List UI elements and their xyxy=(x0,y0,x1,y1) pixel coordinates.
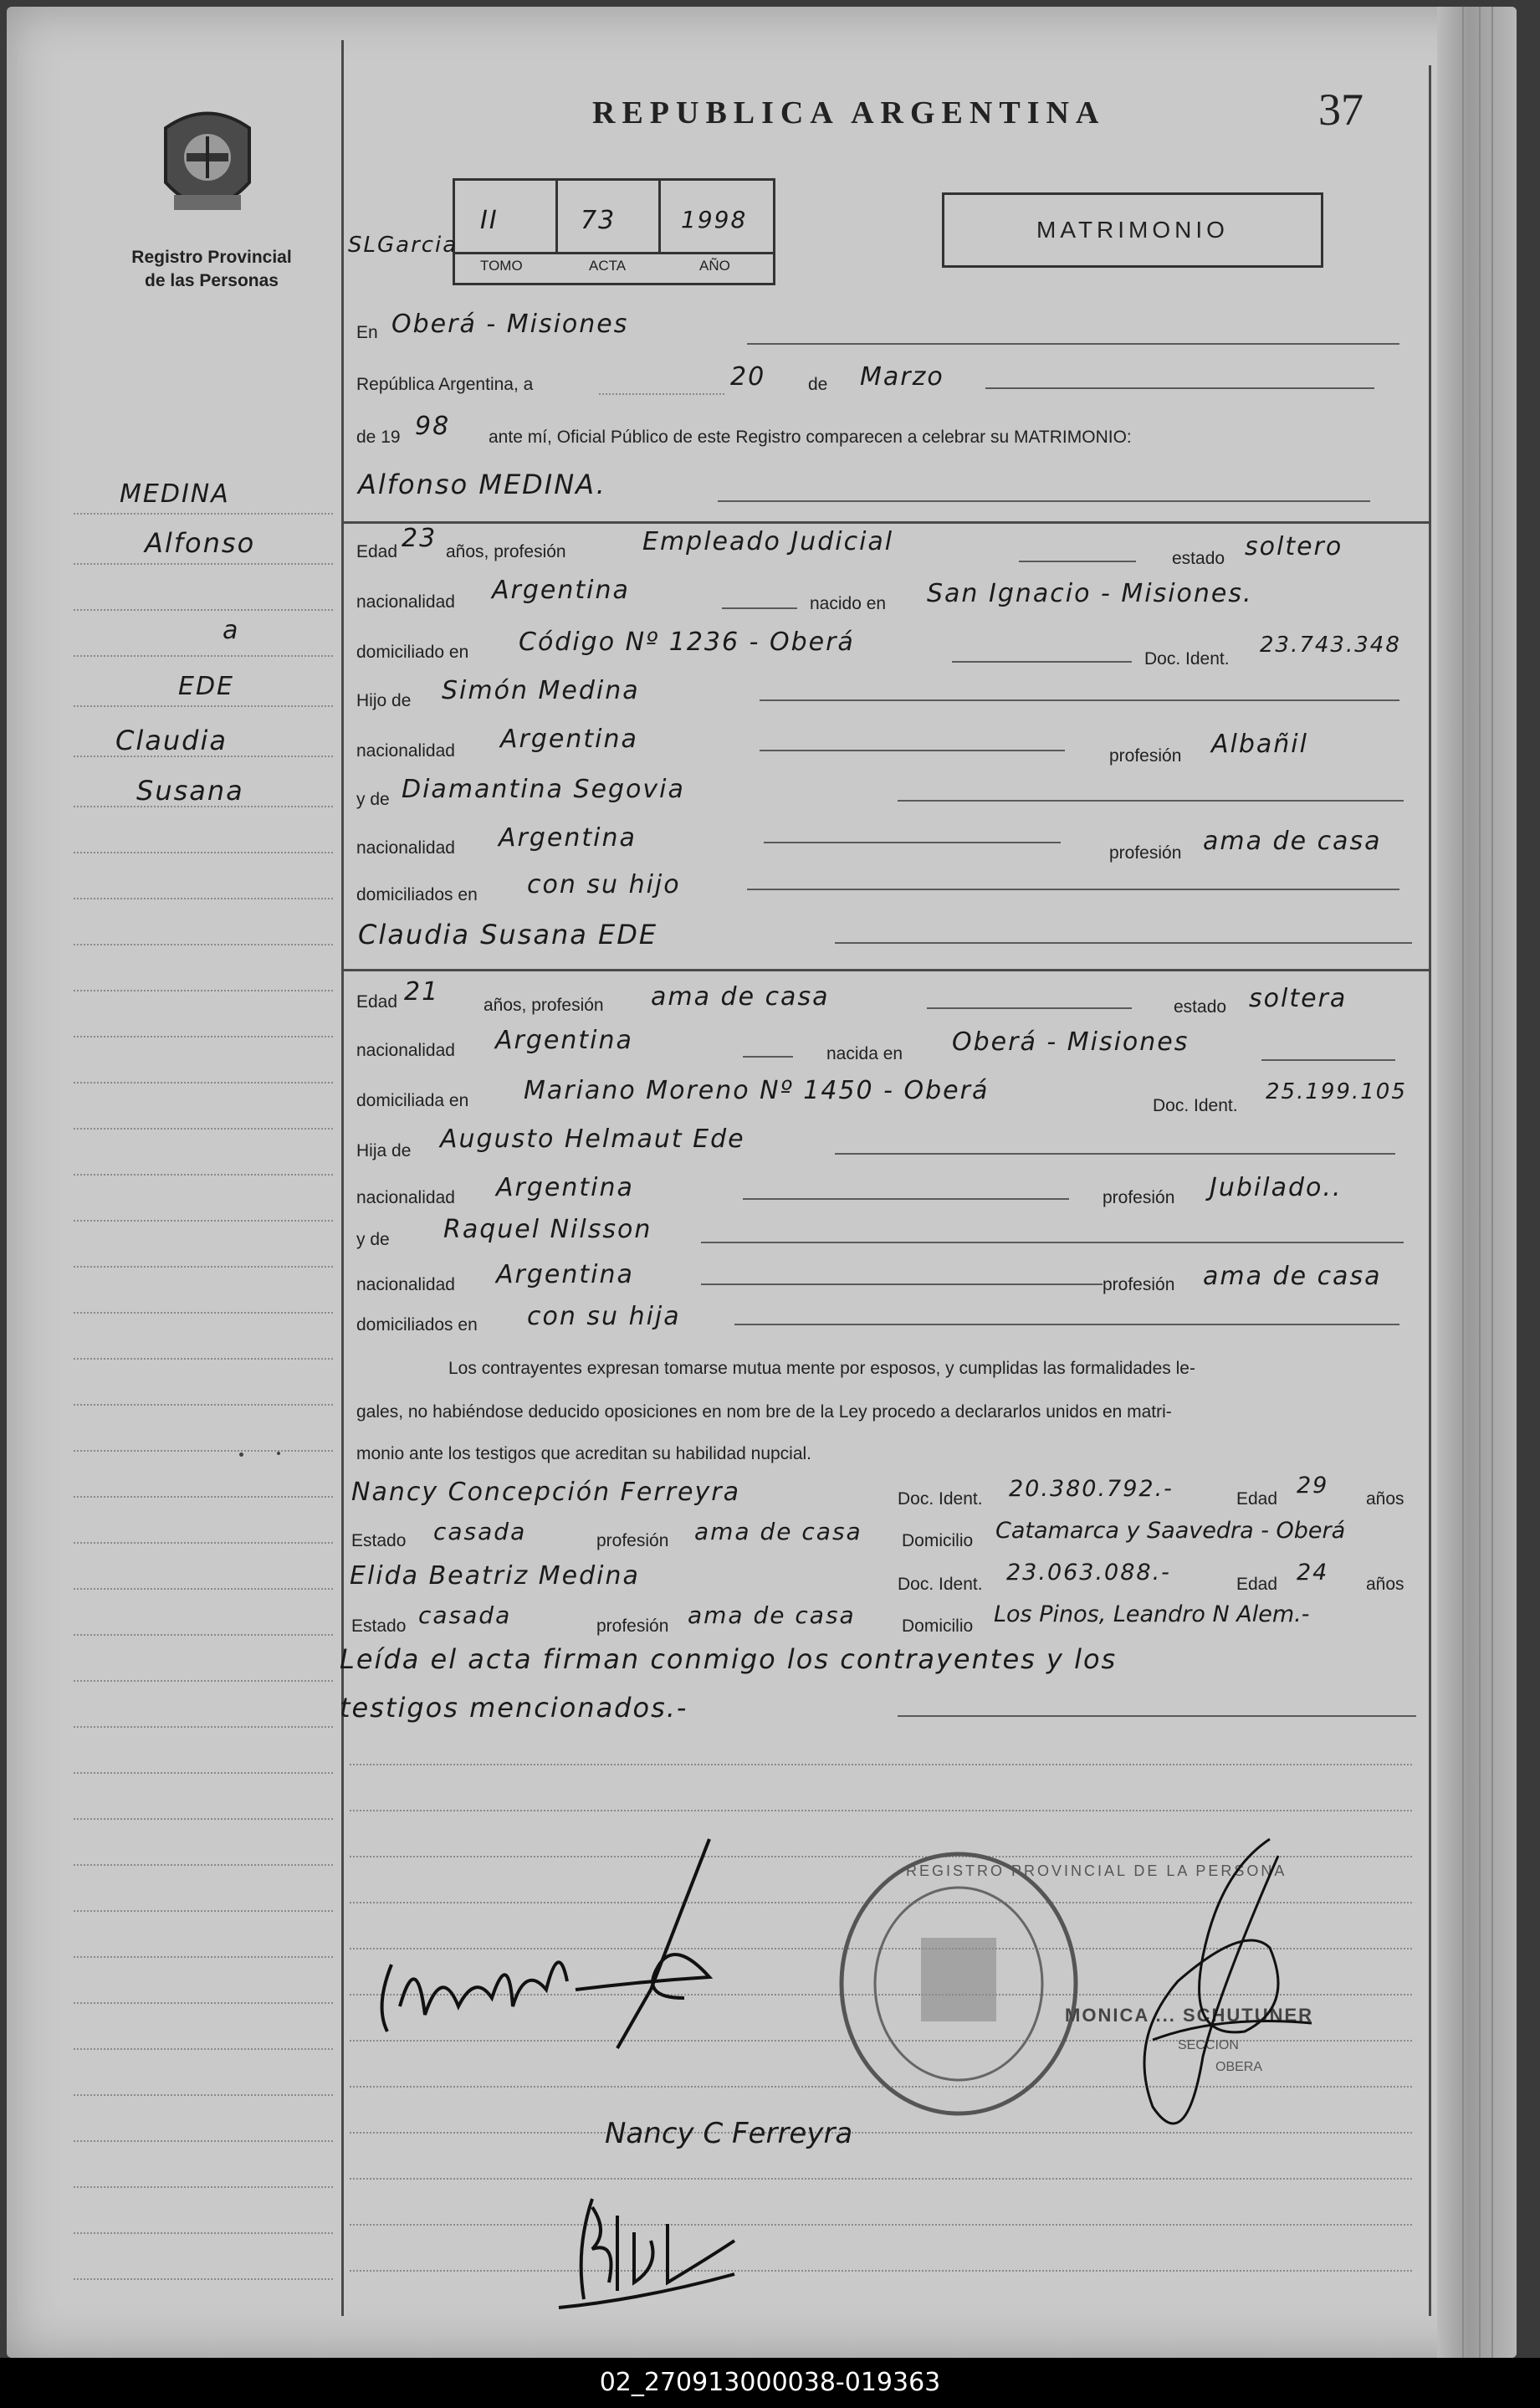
bride-estado-label: estado xyxy=(1174,997,1227,1017)
groom-father: Simón Medina xyxy=(442,676,640,705)
groom-father-profession: Albañil xyxy=(1211,730,1308,759)
groom-marital-status: soltero xyxy=(1245,532,1343,561)
bride-hija-label: Hija de xyxy=(356,1141,412,1160)
witness-2-dom-label: Domicilio xyxy=(902,1616,974,1636)
witness-2-prof-label: profesión xyxy=(596,1616,669,1636)
bride-nationality: Argentina xyxy=(495,1026,633,1055)
tomo-value: II xyxy=(480,206,499,235)
bride-mother: Raquel Nilsson xyxy=(443,1215,652,1244)
witness-2-anos-label: años xyxy=(1366,1575,1404,1594)
closing-line-1: Leída el acta firman conmigo los contrayentes y los xyxy=(340,1643,1118,1675)
groom-parents-dom-label: domiciliados en xyxy=(356,885,478,904)
witness-1-prof-label: profesión xyxy=(596,1531,669,1550)
witness-1-profession: ama de casa xyxy=(694,1518,862,1545)
bride-parents-dom-label: domiciliados en xyxy=(356,1315,478,1335)
margin-bride-surname: EDE xyxy=(178,672,235,701)
bride-y-de-label: y de xyxy=(356,1230,390,1249)
witness-2-profession: ama de casa xyxy=(688,1601,856,1629)
groom-nacido-label: nacido en xyxy=(810,594,887,613)
witness-signature-1: Nancy C Ferreyra xyxy=(605,2117,853,2150)
margin-bride-given-2: Susana xyxy=(136,775,244,807)
witness-1-marital-status: casada xyxy=(433,1518,527,1545)
bride-marital-status: soltera xyxy=(1249,984,1348,1013)
groom-doc-label: Doc. Ident. xyxy=(1144,649,1230,669)
bride-birthplace: Oberá - Misiones xyxy=(952,1027,1190,1057)
groom-father-prof-label: profesión xyxy=(1109,746,1182,766)
groom-mother: Diamantina Segovia xyxy=(402,775,685,804)
declaration-line-1: Los contrayentes expresan tomarse mutua mente por esposos, y cumplidas las formalidades le- xyxy=(448,1359,1195,1378)
bride-father-profession: Jubilado.. xyxy=(1210,1173,1343,1202)
bride-doc-number: 25.199.105 xyxy=(1266,1079,1407,1104)
registry-name-line2: de las Personas xyxy=(145,271,279,290)
margin-connector: a xyxy=(223,616,240,645)
seal-text: REGISTRO PROVINCIAL DE LA PERSONA xyxy=(906,1862,1287,1879)
groom-estado-label: estado xyxy=(1172,549,1225,568)
republica-label: República Argentina, a xyxy=(356,375,534,394)
bride-doc-label: Doc. Ident. xyxy=(1153,1096,1238,1115)
bride-nac-label: nacionalidad xyxy=(356,1041,455,1060)
witness-1-doc-number: 20.380.792.- xyxy=(1009,1476,1174,1502)
margin-groom-given: Alfonso xyxy=(145,527,256,559)
witness-2-doc-number: 23.063.088.- xyxy=(1006,1560,1171,1586)
witness-1-age: 29 xyxy=(1297,1473,1329,1499)
official-stamp-sub2: OBERA xyxy=(1215,2060,1263,2074)
bride-edad-label: Edad xyxy=(356,992,398,1012)
official-seal xyxy=(833,1846,1084,2122)
bride-address: Mariano Moreno Nº 1450 - Oberá xyxy=(524,1076,990,1105)
bride-nacida-label: nacida en xyxy=(826,1044,903,1063)
day-value: 20 xyxy=(730,362,766,392)
witness-1-dom-label: Domicilio xyxy=(902,1531,974,1550)
closing-line-2: testigos mencionados.- xyxy=(340,1692,688,1724)
bride-parents-address: con su hija xyxy=(527,1302,681,1331)
margin-bride-given-1: Claudia xyxy=(115,725,228,756)
bride-father: Augusto Helmaut Ede xyxy=(440,1125,745,1154)
right-border xyxy=(1429,65,1431,2316)
groom-age: 23 xyxy=(402,524,437,553)
record-type: MATRIMONIO xyxy=(1036,217,1229,243)
tomo-label: TOMO xyxy=(480,258,523,274)
book-reference-box xyxy=(453,178,775,285)
bride-father-nat-label: nacionalidad xyxy=(356,1188,455,1207)
bride-signature xyxy=(366,1914,576,2048)
groom-address: Código Nº 1236 - Oberá xyxy=(519,628,855,657)
bride-profession: ama de casa xyxy=(651,982,830,1012)
witness-1-doc-label: Doc. Ident. xyxy=(898,1489,983,1509)
witness-2-marital-status: casada xyxy=(418,1601,512,1629)
witness-1-estado-label: Estado xyxy=(351,1531,407,1550)
page-number: 37 xyxy=(1318,85,1363,135)
official-signature xyxy=(1103,1822,1320,2174)
groom-profesion-label: años, profesión xyxy=(446,542,566,561)
witness-1-edad-label: Edad xyxy=(1236,1489,1278,1509)
official-stamp-sub1: SECCION xyxy=(1178,2038,1239,2052)
official-stamp-name: MONICA ... SCHUTUNER xyxy=(1065,2005,1314,2026)
groom-father-nat-label: nacionalidad xyxy=(356,741,455,761)
margin-groom-surname: MEDINA xyxy=(120,479,230,509)
ano-label: AÑO xyxy=(699,258,730,274)
bride-mother-prof-label: profesión xyxy=(1103,1275,1175,1294)
witness-signature-2 xyxy=(542,2182,776,2316)
witness-2-age: 24 xyxy=(1297,1560,1329,1586)
witness-2-address: Los Pinos, Leandro N Alem.- xyxy=(994,1601,1310,1627)
witness-1-name: Nancy Concepción Ferreyra xyxy=(351,1478,740,1507)
registry-coat-of-arms-logo xyxy=(153,103,262,228)
witness-2-estado-label: Estado xyxy=(351,1616,407,1636)
groom-signature xyxy=(559,1831,734,2065)
groom-nationality: Argentina xyxy=(492,576,630,605)
bride-father-prof-label: profesión xyxy=(1103,1188,1175,1207)
page-title: REPUBLICA ARGENTINA xyxy=(592,95,1106,131)
acta-label: ACTA xyxy=(589,258,627,274)
groom-mother-nat-label: nacionalidad xyxy=(356,838,455,858)
bride-father-nationality: Argentina xyxy=(496,1173,634,1202)
bride-dom-label: domiciliada en xyxy=(356,1091,469,1110)
declaration-line-3: monio ante los testigos que acreditan su habilidad nupcial. xyxy=(356,1444,812,1463)
ano-value: 1998 xyxy=(681,206,748,233)
bride-profesion-label: años, profesión xyxy=(483,996,604,1015)
year-suffix: 98 xyxy=(415,412,451,441)
groom-nac-label: nacionalidad xyxy=(356,592,455,612)
groom-birthplace: San Ignacio - Misiones. xyxy=(927,579,1253,608)
bride-age: 21 xyxy=(404,977,440,1007)
witness-1-anos-label: años xyxy=(1366,1489,1404,1509)
image-id-caption: 02_270913000038-019363 xyxy=(0,2358,1540,2408)
en-label: En xyxy=(356,323,378,342)
book-spine xyxy=(1437,7,1517,2358)
groom-full-name: Alfonso MEDINA. xyxy=(358,469,606,500)
groom-dom-label: domiciliado en xyxy=(356,643,469,662)
bride-mother-nationality: Argentina xyxy=(496,1260,634,1289)
bride-mother-nat-label: nacionalidad xyxy=(356,1275,455,1294)
margin-initials: SLGarcia xyxy=(348,233,458,258)
witness-2-doc-label: Doc. Ident. xyxy=(898,1575,983,1594)
groom-mother-profession: ama de casa xyxy=(1203,827,1382,856)
intro-statement: ante mí, Oficial Público de este Registro comparecen a celebrar su MATRIMONIO: xyxy=(489,428,1132,447)
bride-full-name: Claudia Susana EDE xyxy=(358,919,658,950)
groom-father-nationality: Argentina xyxy=(500,725,638,754)
de-label: de xyxy=(808,375,828,394)
witness-2-name: Elida Beatriz Medina xyxy=(350,1561,640,1591)
month-value: Marzo xyxy=(860,362,944,392)
register-page xyxy=(7,7,1517,2358)
groom-doc-number: 23.743.348 xyxy=(1260,633,1401,658)
groom-hijo-label: Hijo de xyxy=(356,691,412,710)
groom-edad-label: Edad xyxy=(356,542,398,561)
bride-mother-profession: ama de casa xyxy=(1203,1262,1382,1291)
registry-name-line1: Registro Provincial xyxy=(131,248,292,267)
declaration-line-2: gales, no habiéndose deducido oposiciones en nom bre de la Ley procedo a declararlos unidos en matri- xyxy=(356,1402,1172,1422)
acta-value: 73 xyxy=(581,206,617,235)
groom-mother-prof-label: profesión xyxy=(1109,843,1182,863)
year-prefix: de 19 xyxy=(356,428,401,447)
margin-divider xyxy=(341,40,344,2316)
groom-y-de-label: y de xyxy=(356,790,390,809)
place-value: Oberá - Misiones xyxy=(391,310,629,339)
record-type-box xyxy=(942,192,1323,268)
groom-parents-address: con su hijo xyxy=(527,870,681,899)
witness-1-address: Catamarca y Saavedra - Oberá xyxy=(995,1518,1346,1544)
witness-2-edad-label: Edad xyxy=(1236,1575,1278,1594)
groom-mother-nationality: Argentina xyxy=(499,823,637,853)
groom-profession: Empleado Judicial xyxy=(642,527,894,556)
